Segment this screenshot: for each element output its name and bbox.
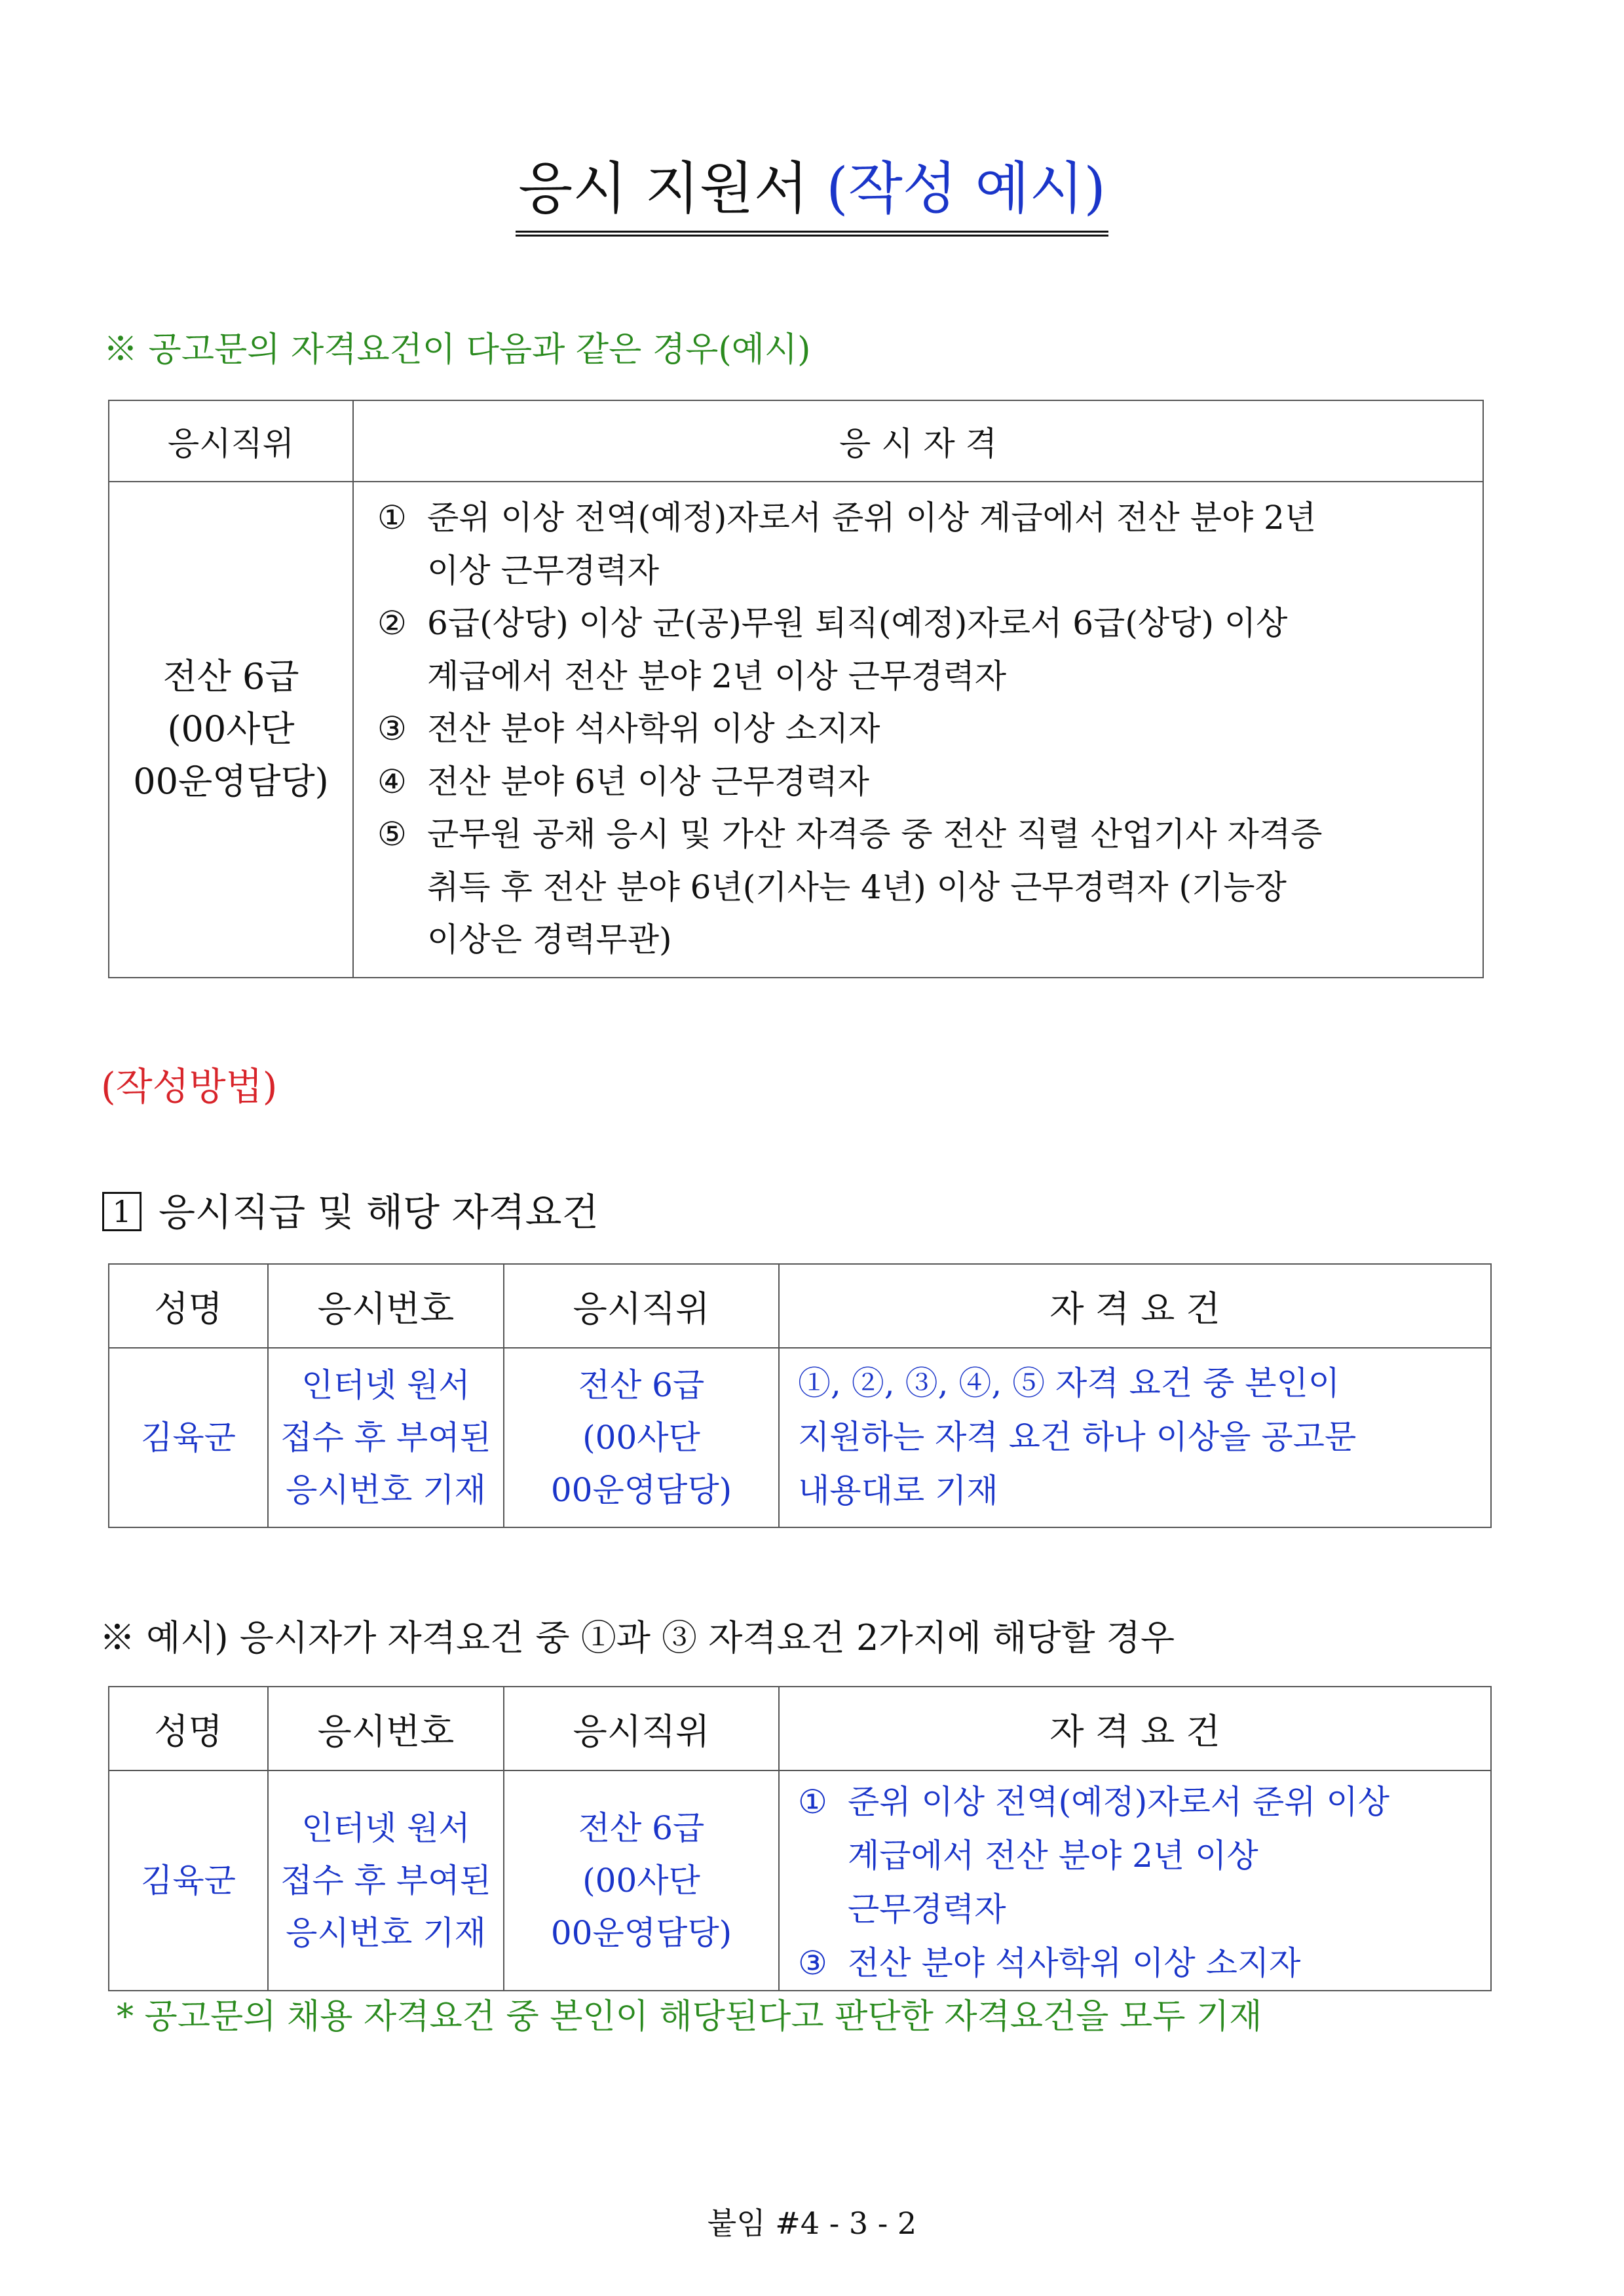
position-cell	[504, 1770, 779, 1991]
number-line: 응시번호 기재	[286, 1914, 486, 1952]
requirements-cell	[779, 1348, 1491, 1527]
qualification-item-4	[377, 756, 1469, 809]
qualification-item-1	[377, 491, 1469, 597]
item-line: 이상은 경력무관)	[427, 921, 672, 959]
item-line: 이상 근무경력자	[427, 551, 659, 590]
qualification-item-5	[377, 808, 1469, 966]
position-line: 00운영담당)	[133, 761, 329, 803]
position-line: 00운영담당)	[550, 1471, 732, 1509]
name-cell: 김육군	[109, 1348, 268, 1527]
criteria-note: ※ 공고문의 자격요건이 다음과 같은 경우(예시)	[104, 330, 811, 370]
item-marker: ③	[798, 1944, 827, 1982]
item-line: 계급에서 전산 분야 2년 이상	[848, 1837, 1258, 1875]
title-main: 응시 지원서	[518, 156, 808, 221]
requirements-cell	[779, 1770, 1491, 1991]
position-line: 전산 6급	[162, 656, 299, 698]
qualification-table	[108, 400, 1484, 978]
header-number: 응시번호	[268, 1687, 504, 1770]
requirements-line: 내용대로 기재	[798, 1472, 998, 1510]
position-line: 00운영담당)	[550, 1914, 732, 1952]
number-cell	[268, 1348, 504, 1527]
item-line: 군무원 공채 응시 및 가산 자격증 중 전산 직렬 산업기사 자격증	[427, 815, 1323, 853]
section-title: 응시직급 및 해당 자격요건	[159, 1190, 599, 1234]
item-marker: ①	[377, 499, 407, 537]
number-line: 인터넷 원서	[301, 1809, 470, 1847]
header-position: 응시직위	[504, 1687, 779, 1770]
item-line: 준위 이상 전역(예정)자로서 준위 이상	[848, 1783, 1390, 1821]
example-filled-table	[108, 1686, 1492, 1991]
position-cell	[504, 1348, 779, 1527]
section-heading	[102, 1185, 599, 1240]
header-requirements: 자 격 요 건	[779, 1687, 1491, 1770]
position-line: (00사단	[582, 1862, 700, 1900]
item-line: 취득 후 전산 분야 6년(기사는 4년) 이상 근무경력자 (기능장	[427, 868, 1287, 906]
requirements-line: 지원하는 자격 요건 하나 이상을 공고문	[798, 1418, 1357, 1456]
qualification-item-3	[377, 702, 1469, 756]
item-line: 전산 분야 석사학위 이상 소지자	[848, 1944, 1301, 1982]
qualification-list	[353, 482, 1483, 978]
item-marker: ③	[377, 710, 407, 748]
number-line: 접수 후 부여된	[280, 1862, 491, 1900]
header-name: 성명	[109, 1264, 268, 1348]
item-marker: ①	[798, 1783, 827, 1821]
number-cell	[268, 1770, 504, 1991]
example-note: ※ 예시) 응시자가 자격요건 중 ①과 ③ 자격요건 2가지에 해당할 경우	[100, 1617, 1175, 1658]
item-marker: ②	[377, 604, 407, 642]
header-number: 응시번호	[268, 1264, 504, 1348]
header-position: 응시직위	[504, 1264, 779, 1348]
header-position: 응시직위	[109, 400, 353, 482]
position-line: (00사단	[167, 708, 295, 750]
item-line: 준위 이상 전역(예정)자로서 준위 이상 계급에서 전산 분야 2년	[427, 499, 1317, 537]
title-sub: (작성 예시)	[826, 156, 1106, 221]
page-number: 붙임 #4 - 3 - 2	[707, 2206, 917, 2241]
position-cell	[109, 482, 353, 978]
item-marker: ④	[377, 762, 407, 801]
name-cell: 김육군	[109, 1770, 268, 1991]
number-line: 응시번호 기재	[286, 1471, 486, 1509]
position-line: (00사단	[582, 1419, 700, 1457]
document-title	[0, 149, 1624, 237]
item-marker: ⑤	[377, 815, 407, 853]
header-qualification: 응 시 자 격	[353, 400, 1483, 482]
number-line: 인터넷 원서	[301, 1366, 470, 1404]
position-line: 전산 6급	[578, 1809, 705, 1847]
application-example-table	[108, 1263, 1492, 1528]
requirements-line: ①, ②, ③, ④, ⑤ 자격 요건 중 본인이	[798, 1364, 1340, 1402]
method-heading: (작성방법)	[101, 1064, 278, 1109]
item-line: 계급에서 전산 분야 2년 이상 근무경력자	[427, 657, 1007, 695]
number-line: 접수 후 부여된	[280, 1419, 491, 1457]
header-requirements: 자 격 요 건	[779, 1264, 1491, 1348]
section-number-box: 1	[102, 1192, 142, 1231]
header-name: 성명	[109, 1687, 268, 1770]
qualification-item-2	[377, 597, 1469, 702]
requirement-item-3	[798, 1936, 1477, 1990]
item-line: 전산 분야 석사학위 이상 소지자	[427, 710, 880, 748]
item-line: 근무경력자	[848, 1890, 1006, 1928]
footnote: * 공고문의 채용 자격요건 중 본인이 해당된다고 판단한 자격요건을 모두 기재	[117, 1997, 1262, 2037]
position-line: 전산 6급	[578, 1366, 705, 1404]
requirement-item-1	[798, 1775, 1477, 1936]
item-line: 6급(상당) 이상 군(공)무원 퇴직(예정)자로서 6급(상당) 이상	[427, 604, 1288, 642]
item-line: 전산 분야 6년 이상 근무경력자	[427, 762, 869, 801]
title-underline	[516, 149, 1108, 237]
